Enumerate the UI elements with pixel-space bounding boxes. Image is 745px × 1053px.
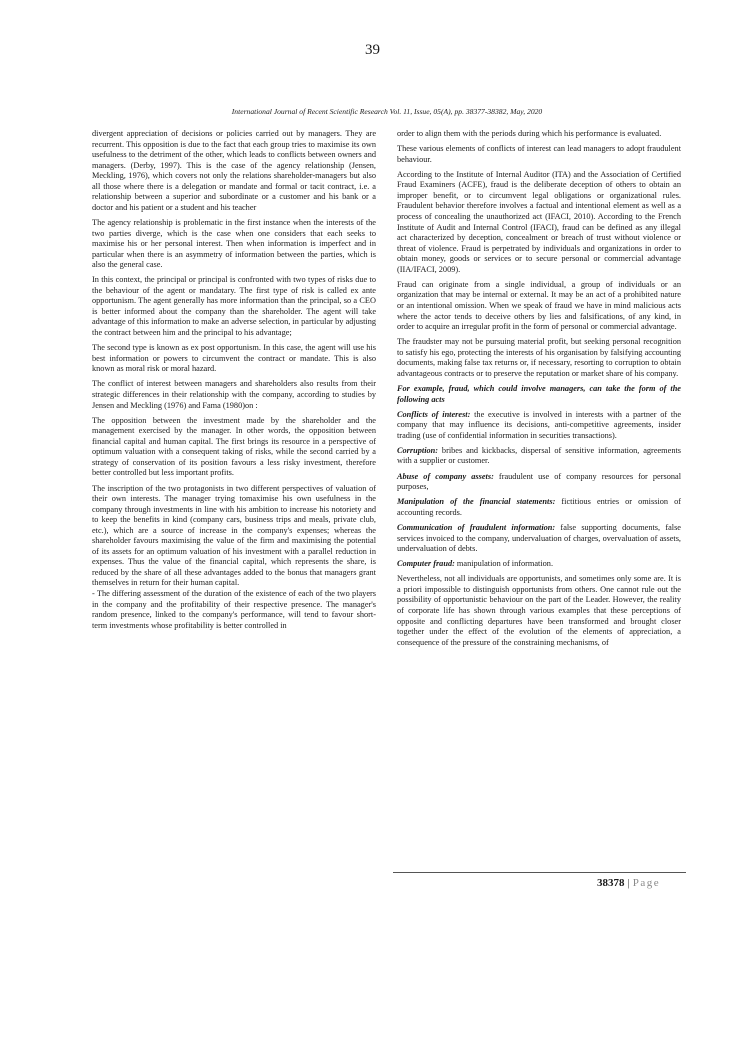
paragraph: The agency relationship is problematic in the first instance when the interests of the two parties diverge, which is the case when one considers that each seeks to maximise his or her personal interest. Then when information is imperfect and in particular when there is an asymmetry of information between the parties, which is also the general case. <box>92 217 376 270</box>
paragraph: The fraudster may not be pursuing material profit, but seeking personal recognition to satisfy his ego, protecting the interests of his organisation by falsifying accounting documents, making false tax returns or, if necessary, resorting to corruption to obtain advantageous contracts or to preserve the reputation or market share of his company. <box>397 337 681 378</box>
paragraph: The second type is known as ex post opportunism. In this case, the agent will use his best information or powers to circumvent the contract or mandate. This is also known as moral risk or moral hazard. <box>92 343 376 374</box>
paragraph: The conflict of interest between managers and shareholders also results from their strategic differences in their relationship with the company, according to studies by Jensen and Meckling (1976) and Fama (1980)on : <box>92 379 376 410</box>
fraud-item-lead: Communication of fraudulent information: <box>397 522 556 532</box>
fraud-item <box>397 472 681 493</box>
fraud-item <box>397 559 681 570</box>
fraud-item-lead: Manipulation of the financial statements: <box>397 497 556 507</box>
fraud-item-lead: Corruption: <box>397 445 439 455</box>
fraud-item <box>397 410 681 442</box>
fraud-item-lead: Computer fraud: <box>397 559 455 569</box>
fraud-item-lead: Abuse of company assets: <box>397 471 494 481</box>
page-number: 39 <box>365 42 380 58</box>
footer-page-label: Page <box>632 877 661 889</box>
paragraph: Nevertheless, not all individuals are opportunists, and sometimes only some are. It is a priori impossible to distinguish opportunists from others. One cannot rule out the possibility of opportunistic behaviour on the part of the Leader. However, the reality of corporate life has shown through various examples that these perceptions of opposite and conflicting departures have been transformed and brought closer together under the effect of the evolution of the elements of appreciation, a consequence of the pressure of the constraining mechanisms, of <box>397 574 681 647</box>
fraud-item-text: manipulation of information. <box>454 559 554 569</box>
fraud-item <box>397 446 681 467</box>
fraud-item-lead: Conflicts of interest: <box>397 409 471 419</box>
fraud-item-text: the executive is involved in interests with a partner of the company that may influence its decisions, anti-competitive agreements, insider trading (use of confidential information in securities transactions). <box>397 409 682 440</box>
running-header: International Journal of Recent Scientific Research Vol. 11, Issue, 05(A), pp. 38377-38382, May, 2020 <box>231 107 543 116</box>
fraud-item-text: bribes and kickbacks, dispersal of sensitive information, agreements with a supplier or customer. <box>397 445 681 466</box>
paragraph: The inscription of the two protagonists in two different perspectives of valuation of their own interests. The manager trying tomaximise his own usefulness in the company through investments in line with his ambition to increase his notoriety and to keep the benefits in kind (company cars, business trips and meals, private club, etc.), which are a source of increase in the company's expenses; whereas the shareholder favours maximising the value of the firm and maximising the potential of its assets for an optimum valuation of his investment with a parallel reduction in expenses. Thus the value of the financial capital, which represents the share, is reduced by the share of all these advantages added to the bonus that managers grant themselves in return for their human capital. <box>92 483 376 588</box>
fraud-item <box>397 523 681 555</box>
paragraph: order to align them with the periods during which his performance is evaluated. <box>397 129 662 138</box>
paragraph: - The differing assessment of the duration of the existence of each of the two players in the company and the profitability of their respective presence. The manager's random presence, linked to the company's performance, will tend to favour short-term investments whose profitability is better controlled in <box>92 588 376 630</box>
footer-separator: | <box>627 877 630 889</box>
paragraph: These various elements of conflicts of interest can lead managers to adopt fraudulent behaviour. <box>397 144 681 164</box>
paragraph: Fraud can originate from a single individual, a group of individuals or an organization that may be internal or external. It may be an act of a prohibited nature or an intentional omission. When we speak of fraud we have in mind malicious acts where the actor tends to deceive others by lies and falsifications, of any kind, in order to acquire an irregular profit in the form of personal or commercial advantage. <box>397 279 681 332</box>
left-column <box>92 129 376 636</box>
section-heading: For example, fraud, which could involve managers, can take the form of the following acts <box>397 384 681 404</box>
paragraph: According to the Institute of Internal Auditor (ITA) and the Association of Certified Fraud Examiners (ACFE), fraud is the deliberate deception of others to obtain an improper benefit, or to circumvent legal obligations or organizational rules. Fraudulent behavior therefore involves a factual and intentional element as well as a process of concealing the unauthorized act (IFACI, 2010). According to the French Institute of Audit and Internal Control (IFACI), fraud can be defined as any illegal act characterized by deception, concealment or breach of trust without violence or threat of violence. Fraud is perpetrated by individuals and organizations in order to obtain money, goods or services or to secure personal or commercial advantage (IIA/IFACI, 2009). <box>397 169 681 274</box>
paragraph: The opposition between the investment made by the shareholder and the management exercised by the manager. In other words, the opposition between financial capital and human capital. The first brings its resource in a perspective of optimum valuation with a consequent taking of risks, while the second carried by a strategy of conservation of its position favours a less risky investment, therefore better controlled but less important profits. <box>92 415 376 478</box>
page-footer <box>597 877 660 889</box>
fraud-item-text: fictitious entries or omission of accounting records. <box>397 497 682 517</box>
paragraph: In this context, the principal or principal is confronted with two types of risks due to the behaviour of the agent or mandatary. The first type of risk is called ex ante opportunism. The agent generally has more information than the principal, so a CEO is better informed about the company than the shareholder. The agent will take advantage of this information to make an adverse selection, in particular by adjusting the contract between him and the principal to his advantage; <box>92 275 376 338</box>
fraud-item <box>397 497 681 518</box>
paragraph: divergent appreciation of decisions or policies carried out by managers. They are recurrent. This opposition is due to the fact that each group tries to maximise its own usefulness to the detriment of the other, which leads to conflicts between owners and managers. (Derby, 1997). This is the case of the agency relationship (Jensen, Meckling, 1976), which covers not only the relations shareholder-managers but also all those where there is a delegation or mandate and formal or tacit contract, i.e. a relationship between a superior and subordinate or a customer and his bank or a doctor and his patient or a student and his teacher <box>92 129 376 212</box>
right-column <box>397 129 681 653</box>
fraud-item-text: false supporting documents, false services invoiced to the company, undervaluation of charges, overvaluation of assets, undervaluation of debts. <box>397 522 681 554</box>
footer-page-ref: 38378 <box>597 877 625 889</box>
fraud-item-text: fraudulent use of company resources for personal purposes, <box>397 471 682 492</box>
footer-divider <box>393 872 686 873</box>
